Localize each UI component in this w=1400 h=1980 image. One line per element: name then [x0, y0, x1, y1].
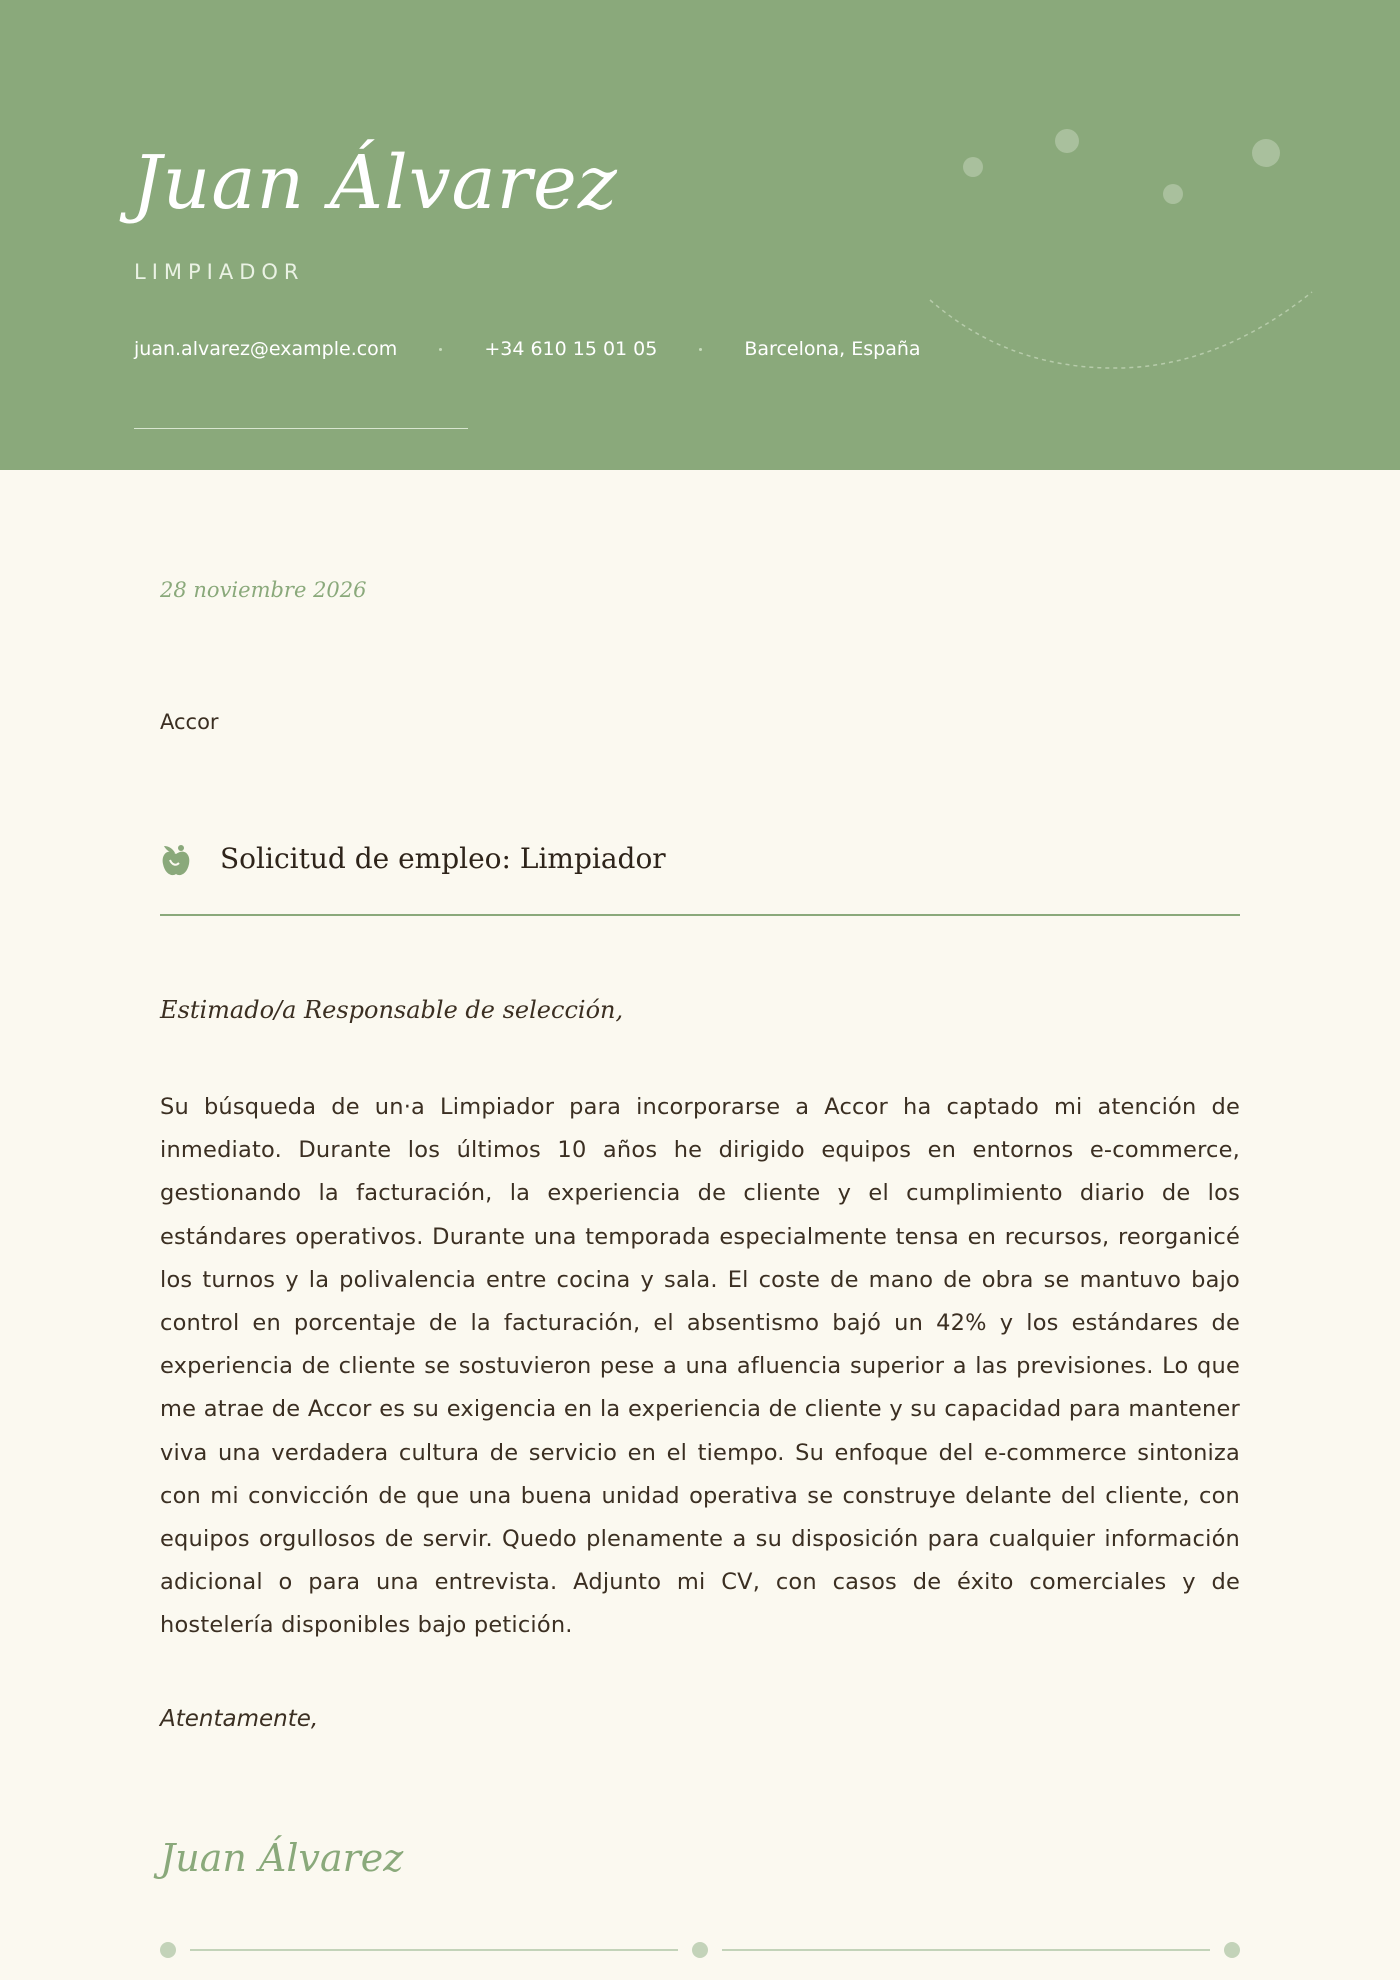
footer-line: [190, 1949, 678, 1951]
letter-date: 28 noviembre 2026: [160, 578, 367, 602]
footer-ornament: [160, 1940, 1240, 1960]
closing: Atentamente,: [160, 1706, 319, 1732]
subject-title: Solicitud de empleo: Limpiador: [220, 842, 666, 875]
footer-dot: [160, 1942, 176, 1958]
decorative-bubbles: [920, 110, 1320, 380]
applicant-role: LIMPIADOR: [134, 260, 305, 284]
contact-email[interactable]: juan.alvarez@example.com: [134, 338, 398, 360]
letter-header: [0, 0, 1400, 470]
subject-section: [160, 838, 1240, 916]
leaf-apple-icon: [160, 844, 192, 878]
letter-body: Su búsqueda de un·a Limpiador para incorporarse a Accor ha captado mi atención de inmediato. Durante los últimos 10 años he dirigido equipos en entornos e-commerce, gestionando la facturación, la experiencia de cliente y el cumplimiento diario de los estándares operativos. Durante una temporada especialmente tensa en recursos, reorganicé los turnos y la polivalencia entre cocina y sala. El coste de mano de obra se mantuvo bajo control en porcentaje de la facturación, el absentismo bajó un 42% y los estándares de experiencia de cliente se sostuvieron pese a una afluencia superior a las previsiones. Lo que me atrae de Accor es su exigencia en la experiencia de cliente y su capacidad para mantener viva una verdadera cultura de servicio en el tiempo. Su enfoque del e-commerce sintoniza con mi convicción de que una buena unidad operativa se construye delante del cliente, con equipos orgullosos de servir. Quedo plenamente a su disposición para cualquier información adicional o para una entrevista. Adjunto mi CV, con casos de éxito comerciales y de hostelería disponibles bajo petición.: [160, 1094, 1240, 1639]
footer-dot: [1224, 1942, 1240, 1958]
salutation: Estimado/a Responsable de selección,: [160, 996, 624, 1024]
signature: Juan Álvarez: [160, 1836, 404, 1880]
separator-dot: [699, 348, 702, 351]
contact-line: [134, 338, 921, 360]
recipient: Accor: [160, 710, 219, 734]
footer-dot: [692, 1942, 708, 1958]
applicant-name: Juan Álvarez: [132, 140, 618, 226]
header-divider: [134, 428, 468, 429]
separator-dot: [439, 348, 442, 351]
footer-line: [722, 1949, 1210, 1951]
contact-location: Barcelona, España: [744, 338, 921, 360]
contact-phone[interactable]: +34 610 15 01 05: [484, 338, 658, 360]
